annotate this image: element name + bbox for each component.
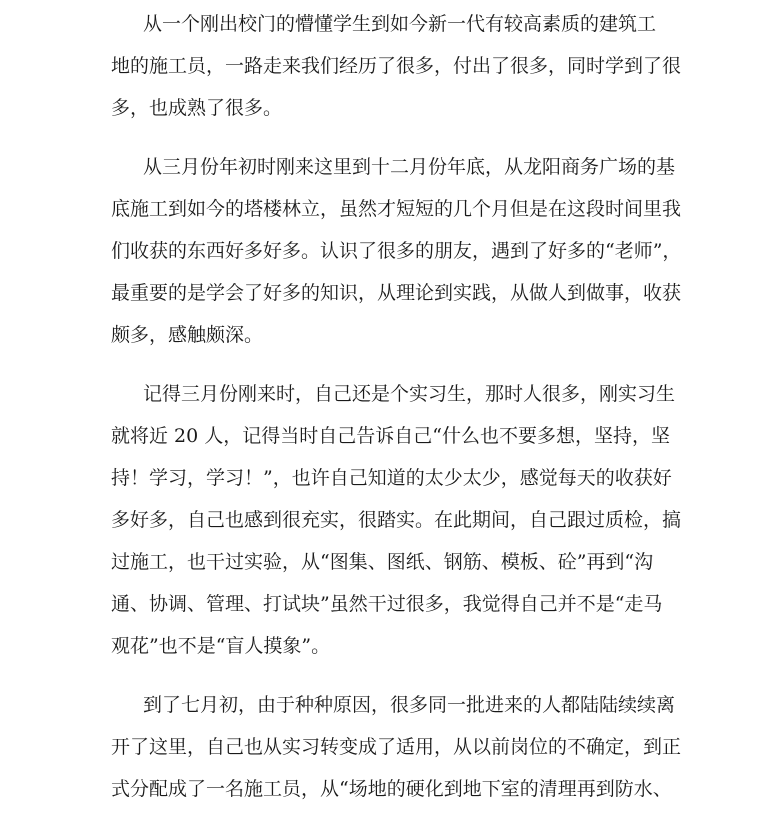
text-line: 观花”也不是“盲人摸象”。 bbox=[111, 635, 331, 657]
text-line: 颇多，感触颇深。 bbox=[111, 324, 264, 346]
text-line: 最重要的是学会了好多的知识，从理论到实践，从做人到做事，收获 bbox=[111, 282, 682, 304]
text-line: 多好多，自己也感到很充实，很踏实。在此期间，自己跟过质检，搞 bbox=[111, 509, 682, 531]
text-line: 多，也成熟了很多。 bbox=[111, 97, 283, 119]
text-line: 通、协调、管理、打试块”虽然干过很多，我觉得自己并不是“走马 bbox=[111, 593, 663, 615]
text-line: 开了这里，自己也从实习转变成了适用，从以前岗位的不确定，到正 bbox=[111, 736, 682, 758]
text-line: 从一个刚出校门的懵懂学生到如今新一代有较高素质的建筑工 bbox=[143, 13, 657, 35]
text-line: 就将近 20 人，记得当时自己告诉自己“什么也不要多想，坚持，坚 bbox=[111, 425, 670, 447]
text-line: 们收获的东西好多好多。认识了很多的朋友，遇到了好多的“老师”， bbox=[111, 240, 682, 262]
text-line: 记得三月份刚来时，自己还是个实习生，那时人很多，刚实习生 bbox=[143, 383, 676, 405]
text-line: 底施工到如今的塔楼林立，虽然才短短的几个月但是在这段时间里我 bbox=[111, 198, 682, 220]
text-line: 过施工，也干过实验，从“图集、图纸、钢筋、模板、砼”再到“沟 bbox=[111, 551, 654, 573]
text-line: 从三月份年初时刚来这里到十二月份年底，从龙阳商务广场的基 bbox=[143, 156, 676, 178]
text-line: 到了七月初，由于种种原因，很多同一批进来的人都陆陆续续离 bbox=[143, 694, 676, 716]
text-line: 式分配成了一名施工员，从“场地的硬化到地下室的清理再到防水、 bbox=[111, 778, 672, 800]
text-line: 地的施工员，一路走来我们经历了很多，付出了很多，同时学到了很 bbox=[111, 55, 682, 77]
text-line: 持！学习，学习！”，也许自己知道的太少太少，感觉每天的收获好 bbox=[111, 467, 672, 489]
